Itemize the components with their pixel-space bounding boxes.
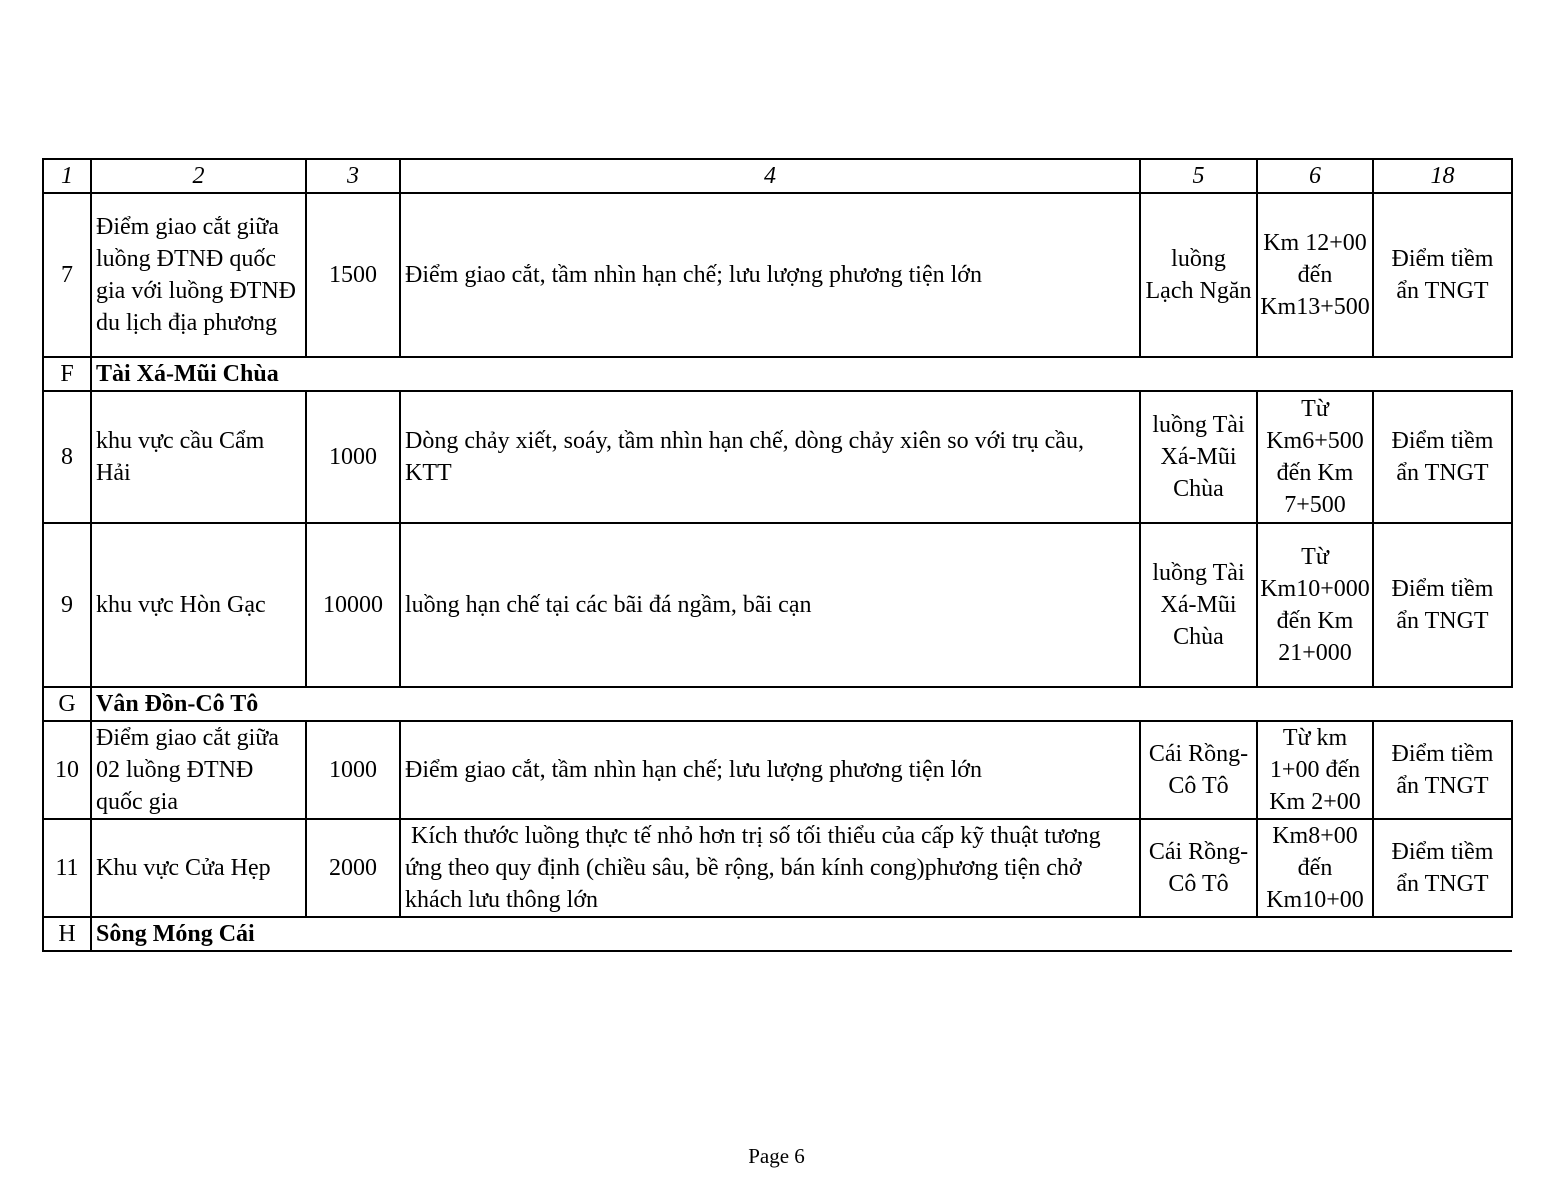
route-cell: luồng Lạch Ngăn bbox=[1140, 193, 1257, 357]
row-number: 11 bbox=[43, 819, 91, 917]
column-header: 4 bbox=[400, 159, 1140, 193]
section-title: Vân Đồn-Cô Tô bbox=[91, 687, 306, 721]
header-row bbox=[43, 159, 1512, 193]
hazard-table bbox=[42, 158, 1513, 952]
column-header: 18 bbox=[1373, 159, 1512, 193]
section-row bbox=[43, 687, 1512, 721]
km-cell: Từ Km6+500 đến Km 7+500 bbox=[1257, 391, 1373, 523]
row-number: 10 bbox=[43, 721, 91, 819]
column-header: 3 bbox=[306, 159, 400, 193]
column-header: 1 bbox=[43, 159, 91, 193]
note-cell: Điểm tiềm ẩn TNGT bbox=[1373, 523, 1512, 687]
location-cell: Điểm giao cắt giữa 02 luồng ĐTNĐ quốc gia bbox=[91, 721, 306, 819]
note-cell: Điểm tiềm ẩn TNGT bbox=[1373, 819, 1512, 917]
km-cell: Từ km 1+00 đến Km 2+00 bbox=[1257, 721, 1373, 819]
note-cell: Điểm tiềm ẩn TNGT bbox=[1373, 391, 1512, 523]
route-cell: Cái Rồng-Cô Tô bbox=[1140, 721, 1257, 819]
table-row bbox=[43, 193, 1512, 357]
row-number: 9 bbox=[43, 523, 91, 687]
column-header: 6 bbox=[1257, 159, 1373, 193]
description-cell: Điểm giao cắt, tầm nhìn hạn chế; lưu lượng phương tiện lớn bbox=[400, 721, 1140, 819]
column-header: 2 bbox=[91, 159, 306, 193]
table-row bbox=[43, 721, 1512, 819]
note-cell: Điểm tiềm ẩn TNGT bbox=[1373, 721, 1512, 819]
description-cell: luồng hạn chế tại các bãi đá ngầm, bãi cạn bbox=[400, 523, 1140, 687]
section-code: G bbox=[43, 687, 91, 721]
section-title: Sông Móng Cái bbox=[91, 917, 306, 951]
row-number: 8 bbox=[43, 391, 91, 523]
section-row bbox=[43, 357, 1512, 391]
row-number: 7 bbox=[43, 193, 91, 357]
location-cell: khu vực Hòn Gạc bbox=[91, 523, 306, 687]
section-row bbox=[43, 917, 1512, 951]
route-cell: luồng Tài Xá-Mũi Chùa bbox=[1140, 523, 1257, 687]
length-cell: 1500 bbox=[306, 193, 400, 357]
location-cell: Khu vực Cửa Hẹp bbox=[91, 819, 306, 917]
section-title: Tài Xá-Mũi Chùa bbox=[91, 357, 306, 391]
section-code: H bbox=[43, 917, 91, 951]
column-header: 5 bbox=[1140, 159, 1257, 193]
route-cell: luồng Tài Xá-Mũi Chùa bbox=[1140, 391, 1257, 523]
km-cell: Km8+00 đến Km10+00 bbox=[1257, 819, 1373, 917]
length-cell: 10000 bbox=[306, 523, 400, 687]
table-row bbox=[43, 391, 1512, 523]
route-cell: Cái Rồng-Cô Tô bbox=[1140, 819, 1257, 917]
description-cell: Dòng chảy xiết, soáy, tầm nhìn hạn chế, dòng chảy xiên so với trụ cầu, KTT bbox=[400, 391, 1140, 523]
km-cell: Km 12+00 đến Km13+500 bbox=[1257, 193, 1373, 357]
location-cell: khu vực cầu Cẩm Hải bbox=[91, 391, 306, 523]
length-cell: 2000 bbox=[306, 819, 400, 917]
location-cell: Điểm giao cắt giữa luồng ĐTNĐ quốc gia với luồng ĐTNĐ du lịch địa phương bbox=[91, 193, 306, 357]
description-cell: Kích thước luồng thực tế nhỏ hơn trị số tối thiểu của cấp kỹ thuật tương ứng theo quy định (chiều sâu, bề rộng, bán kính cong)phương tiện chở khách lưu thông lớn bbox=[400, 819, 1140, 917]
description-cell: Điểm giao cắt, tầm nhìn hạn chế; lưu lượng phương tiện lớn bbox=[400, 193, 1140, 357]
page-number: Page 6 bbox=[748, 1144, 805, 1168]
table-row bbox=[43, 819, 1512, 917]
table-row bbox=[43, 523, 1512, 687]
section-code: F bbox=[43, 357, 91, 391]
length-cell: 1000 bbox=[306, 391, 400, 523]
length-cell: 1000 bbox=[306, 721, 400, 819]
note-cell: Điểm tiềm ẩn TNGT bbox=[1373, 193, 1512, 357]
km-cell: Từ Km10+000 đến Km 21+000 bbox=[1257, 523, 1373, 687]
